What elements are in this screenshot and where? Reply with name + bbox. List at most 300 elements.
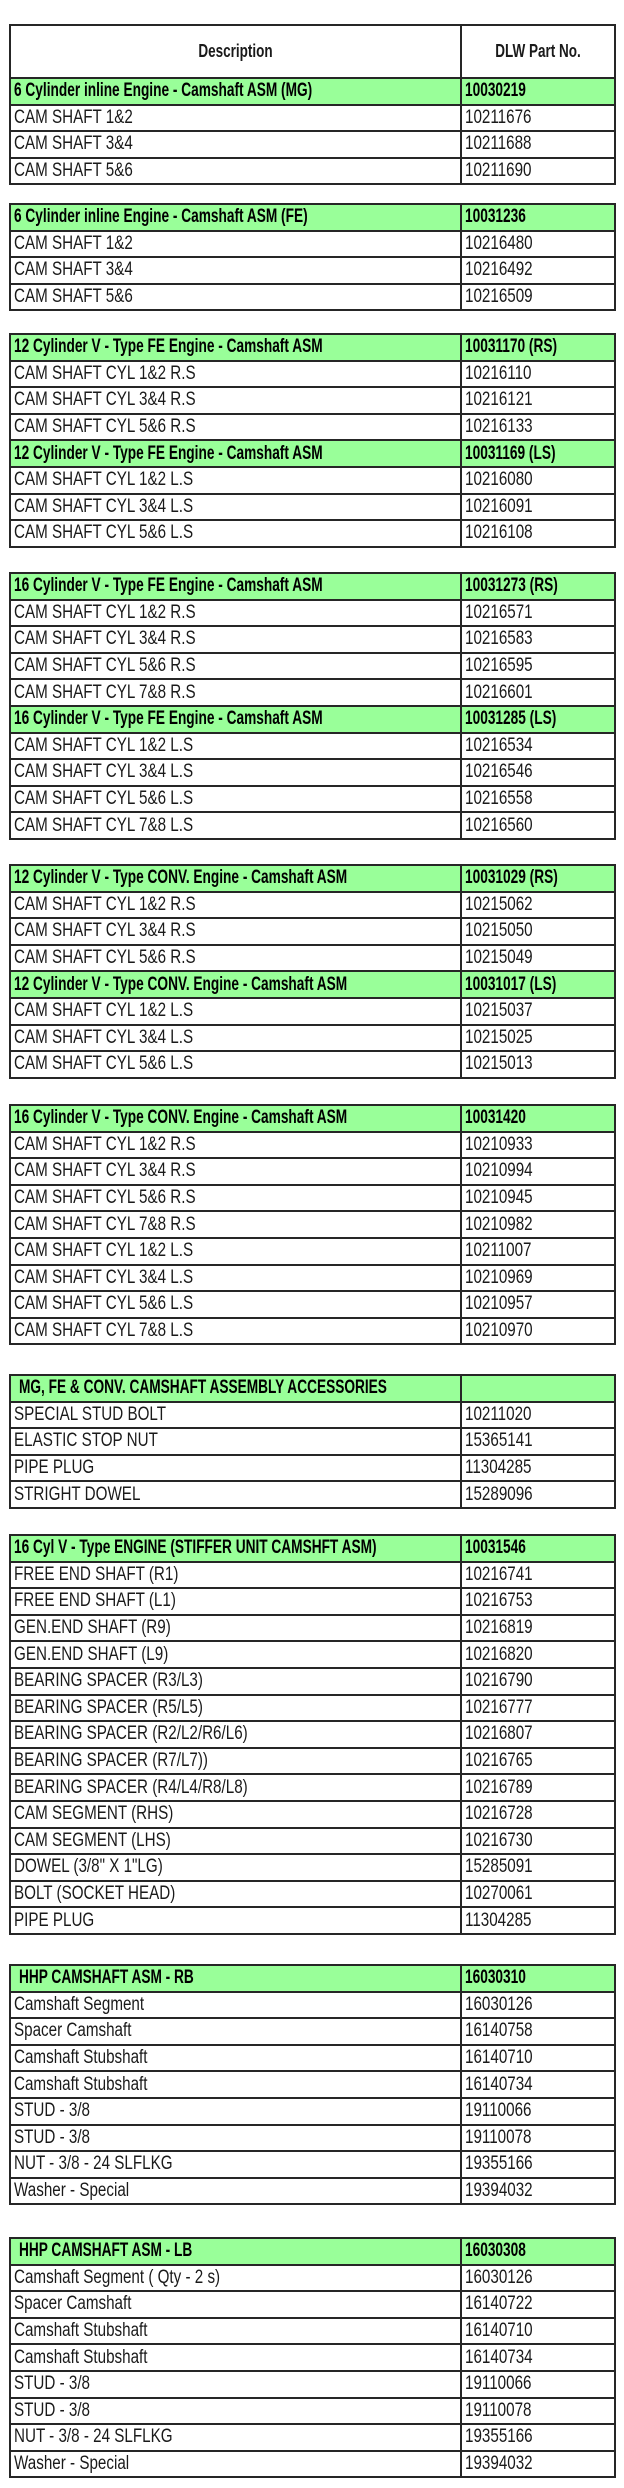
table-row <box>10 361 615 388</box>
table-row <box>10 1774 615 1801</box>
description-text: GEN.END SHAFT (R9) <box>14 1617 171 1639</box>
description-text: PIPE PLUG <box>14 1457 95 1479</box>
description-cell <box>10 1774 461 1801</box>
description-text: STUD - 3/8 <box>14 2373 91 2395</box>
part-number-cell <box>461 971 615 998</box>
part-number-cell <box>461 131 615 158</box>
description-cell <box>10 334 461 361</box>
description-text: 12 Cylinder V - Type FE Engine - Camshaft ASM <box>14 336 323 358</box>
description-cell <box>10 158 461 185</box>
table-row <box>10 2371 615 2398</box>
table-row <box>10 2424 615 2451</box>
description-cell <box>10 2238 461 2265</box>
table-row <box>10 1185 615 1212</box>
part-number-cell <box>461 1641 615 1668</box>
description-cell <box>10 414 461 441</box>
part-number-text: 10215013 <box>465 1053 533 1075</box>
part-number-cell <box>461 105 615 132</box>
description-text: CAM SHAFT CYL 3&4 L.S <box>14 495 194 517</box>
description-cell <box>10 1881 461 1908</box>
parts-table <box>9 203 616 311</box>
table-row <box>10 2451 615 2478</box>
description-cell <box>10 2398 461 2425</box>
part-number-cell <box>461 361 615 388</box>
description-text: Camshaft Stubshaft <box>14 2073 148 2095</box>
description-cell <box>10 2125 461 2152</box>
description-cell <box>10 231 461 258</box>
table-row <box>10 1051 615 1078</box>
part-number-text: 10216534 <box>465 734 533 756</box>
table-row <box>10 520 615 547</box>
part-number-text: 10216765 <box>465 1750 533 1772</box>
parts-table <box>9 864 616 1079</box>
description-cell <box>10 812 461 839</box>
description-text: HHP CAMSHAFT ASM - LB <box>19 2240 193 2262</box>
part-number-text: 10215037 <box>465 1000 533 1022</box>
part-number-text: 19110078 <box>465 2399 532 2421</box>
description-text: STUD - 3/8 <box>14 2100 91 2122</box>
part-number-cell <box>461 1907 615 1934</box>
part-number-cell <box>461 2018 615 2045</box>
table-row <box>10 2045 615 2072</box>
part-number-cell <box>461 1881 615 1908</box>
table-row <box>10 2018 615 2045</box>
assembly-header-row <box>10 865 615 892</box>
description-cell <box>10 1854 461 1881</box>
description-cell <box>10 626 461 653</box>
part-number-cell <box>461 1668 615 1695</box>
part-number-text: 19110078 <box>465 2126 532 2148</box>
description-text: CAM SHAFT 5&6 <box>14 160 133 182</box>
description-text: FREE END SHAFT (L1) <box>14 1590 176 1612</box>
part-number-cell <box>461 2344 615 2371</box>
part-number-cell <box>461 520 615 547</box>
table-row <box>10 1668 615 1695</box>
description-text: BEARING SPACER (R5/L5) <box>14 1696 203 1718</box>
description-text: CAM SHAFT 1&2 <box>14 106 133 128</box>
description-text: CAM SHAFT CYL 1&2 L.S <box>14 734 194 756</box>
description-text: CAM SHAFT CYL 3&4 R.S <box>14 1160 196 1182</box>
part-number-cell <box>461 414 615 441</box>
part-number-cell <box>461 1828 615 1855</box>
description-text: 16 Cyl V - Type ENGINE (STIFFER UNIT CAMSHFT ASM) <box>14 1537 377 1559</box>
description-text: CAM SHAFT CYL 1&2 R.S <box>14 1133 196 1155</box>
part-number-text: 10210994 <box>465 1160 533 1182</box>
description-text: CAM SHAFT CYL 1&2 R.S <box>14 601 196 623</box>
description-cell <box>10 1402 461 1429</box>
description-text: SPECIAL STUD BOLT <box>14 1403 167 1425</box>
part-number-cell <box>461 231 615 258</box>
part-number-text: 10216583 <box>465 628 533 650</box>
part-number-cell <box>461 2398 615 2425</box>
description-cell <box>10 2098 461 2125</box>
description-cell <box>10 998 461 1025</box>
description-text: STUD - 3/8 <box>14 2399 91 2421</box>
part-number-text: 10216091 <box>465 495 533 517</box>
assembly-header-row <box>10 440 615 467</box>
part-number-cell <box>461 786 615 813</box>
part-number-text: 19394032 <box>465 2180 533 2202</box>
table-row <box>10 759 615 786</box>
description-cell <box>10 2318 461 2345</box>
part-number-text: 10216571 <box>465 601 533 623</box>
description-text: DOWEL (3/8" X 1"LG) <box>14 1856 163 1878</box>
description-text: NUT - 3/8 - 24 SLFLKG <box>14 2426 173 2448</box>
part-number-text: 16030126 <box>465 1993 533 2015</box>
table-row <box>10 1211 615 1238</box>
description-text: CAM SHAFT CYL 3&4 L.S <box>14 761 194 783</box>
description-cell <box>10 467 461 494</box>
description-text: CAM SHAFT CYL 5&6 R.S <box>14 655 196 677</box>
description-text: MG, FE & CONV. CAMSHAFT ASSEMBLY ACCESSORIES <box>19 1377 387 1399</box>
part-number-cell <box>461 334 615 361</box>
description-cell <box>10 1025 461 1052</box>
description-cell <box>10 105 461 132</box>
description-cell <box>10 131 461 158</box>
assembly-header-row <box>10 1375 615 1402</box>
column-header-description <box>10 25 461 78</box>
table-row <box>10 2344 615 2371</box>
part-number-text: 16030310 <box>465 1967 526 1989</box>
description-text: 6 Cylinder inline Engine - Camshaft ASM (FE) <box>14 206 308 228</box>
assembly-header-row <box>10 573 615 600</box>
description-cell <box>10 1615 461 1642</box>
column-header-label: Description <box>198 41 273 61</box>
description-cell <box>10 257 461 284</box>
table-row <box>10 679 615 706</box>
description-text: ELASTIC STOP NUT <box>14 1430 158 1452</box>
description-cell <box>10 1992 461 2019</box>
description-text: CAM SHAFT CYL 5&6 L.S <box>14 1293 194 1315</box>
description-text: Camshaft Stubshaft <box>14 2346 148 2368</box>
column-header-label: DLW Part No. <box>495 41 581 61</box>
table-row <box>10 257 615 284</box>
table-row <box>10 2318 615 2345</box>
description-text: Washer - Special <box>14 2453 130 2475</box>
description-cell <box>10 2344 461 2371</box>
description-cell <box>10 78 461 105</box>
parts-table <box>9 1534 616 1935</box>
part-number-cell <box>461 1774 615 1801</box>
part-number-text: 15289096 <box>465 1483 533 1505</box>
parts-table <box>9 24 616 185</box>
table-row <box>10 387 615 414</box>
description-text: Spacer Camshaft <box>14 2293 132 2315</box>
part-number-text: 10210957 <box>465 1293 533 1315</box>
description-cell <box>10 706 461 733</box>
table-row <box>10 414 615 441</box>
description-cell <box>10 1211 461 1238</box>
part-number-cell <box>461 1721 615 1748</box>
description-text: BEARING SPACER (R7/L7)) <box>14 1750 208 1772</box>
part-number-cell <box>461 2238 615 2265</box>
part-number-cell <box>461 2451 615 2478</box>
part-number-text: 10216753 <box>465 1590 533 1612</box>
description-cell <box>10 2178 461 2205</box>
description-cell <box>10 971 461 998</box>
part-number-text: 10031236 <box>465 206 526 228</box>
description-cell <box>10 945 461 972</box>
description-text: CAM SHAFT CYL 7&8 R.S <box>14 681 196 703</box>
parts-table <box>9 572 616 840</box>
part-number-text: 10031029 (RS) <box>465 867 558 889</box>
description-text: CAM SHAFT CYL 1&2 R.S <box>14 893 196 915</box>
description-text: PIPE PLUG <box>14 1909 95 1931</box>
description-cell <box>10 1562 461 1589</box>
part-number-text: 10210969 <box>465 1266 533 1288</box>
description-text: FREE END SHAFT (R1) <box>14 1563 179 1585</box>
description-cell <box>10 520 461 547</box>
assembly-header-row <box>10 78 615 105</box>
description-cell <box>10 865 461 892</box>
part-number-cell <box>461 945 615 972</box>
table-row <box>10 1025 615 1052</box>
description-cell <box>10 653 461 680</box>
part-number-text: 10211676 <box>465 106 532 128</box>
description-text: CAM SHAFT CYL 5&6 L.S <box>14 788 194 810</box>
part-number-cell <box>461 733 615 760</box>
table-row <box>10 1695 615 1722</box>
part-number-cell <box>461 1051 615 1078</box>
table-row <box>10 1455 615 1482</box>
part-number-text: 19110066 <box>465 2100 532 2122</box>
table-row <box>10 2178 615 2205</box>
table-row <box>10 467 615 494</box>
description-text: 12 Cylinder V - Type CONV. Engine - Camshaft ASM <box>14 973 348 995</box>
part-number-text: 10216595 <box>465 655 533 677</box>
description-cell <box>10 679 461 706</box>
part-number-text: 19355166 <box>465 2153 533 2175</box>
part-number-cell <box>461 1748 615 1775</box>
part-number-cell <box>461 1375 615 1402</box>
part-number-cell <box>461 1025 615 1052</box>
description-text: NUT - 3/8 - 24 SLFLKG <box>14 2153 173 2175</box>
table-row <box>10 1562 615 1589</box>
part-number-cell <box>461 892 615 919</box>
part-number-text: 16140710 <box>465 2320 533 2342</box>
part-number-cell <box>461 812 615 839</box>
part-number-text: 10031273 (RS) <box>465 575 558 597</box>
part-number-cell <box>461 467 615 494</box>
part-number-text: 11304285 <box>465 1909 532 1931</box>
part-number-cell <box>461 759 615 786</box>
part-number-cell <box>461 2178 615 2205</box>
part-number-text: 15285091 <box>465 1856 533 1878</box>
part-number-text: 10216790 <box>465 1670 533 1692</box>
description-cell <box>10 2371 461 2398</box>
part-number-cell <box>461 1211 615 1238</box>
description-cell <box>10 1132 461 1159</box>
table-row <box>10 1291 615 1318</box>
part-number-text: 16140758 <box>465 2020 533 2042</box>
part-number-text: 16140734 <box>465 2346 533 2368</box>
part-number-text: 16140710 <box>465 2047 533 2069</box>
description-cell <box>10 1907 461 1934</box>
table-row <box>10 231 615 258</box>
part-number-text: 10216110 <box>465 362 532 384</box>
part-number-cell <box>461 1801 615 1828</box>
description-cell <box>10 1748 461 1775</box>
description-text: CAM SHAFT CYL 5&6 L.S <box>14 1053 194 1075</box>
description-cell <box>10 1535 461 1562</box>
part-number-text: 10031546 <box>465 1537 526 1559</box>
table-row <box>10 1402 615 1429</box>
table-row <box>10 626 615 653</box>
part-number-text: 10215062 <box>465 893 533 915</box>
part-number-text: 10031285 (LS) <box>465 708 557 730</box>
part-number-text: 19355166 <box>465 2426 533 2448</box>
parts-table <box>9 1964 616 2205</box>
assembly-header-row <box>10 1535 615 1562</box>
part-number-text: 19394032 <box>465 2453 533 2475</box>
part-number-text: 10216728 <box>465 1803 533 1825</box>
part-number-cell <box>461 2151 615 2178</box>
description-text: CAM SHAFT CYL 3&4 L.S <box>14 1266 194 1288</box>
description-text: CAM SHAFT CYL 3&4 L.S <box>14 1026 194 1048</box>
part-number-text: 10216480 <box>465 232 533 254</box>
description-text: CAM SHAFT CYL 7&8 L.S <box>14 814 194 836</box>
table-row <box>10 812 615 839</box>
description-text: 12 Cylinder V - Type CONV. Engine - Camshaft ASM <box>14 867 348 889</box>
description-cell <box>10 1428 461 1455</box>
part-number-cell <box>461 2318 615 2345</box>
description-text: CAM SHAFT CYL 1&2 L.S <box>14 1240 194 1262</box>
description-text: CAM SEGMENT (RHS) <box>14 1803 174 1825</box>
part-number-text: 10270061 <box>465 1883 533 1905</box>
part-number-cell <box>461 653 615 680</box>
assembly-header-row <box>10 1105 615 1132</box>
part-number-text: 10216121 <box>465 389 533 411</box>
part-number-text: 10211688 <box>465 133 532 155</box>
description-cell <box>10 2451 461 2478</box>
description-cell <box>10 387 461 414</box>
description-cell <box>10 1158 461 1185</box>
part-number-text: 10216546 <box>465 761 533 783</box>
description-cell <box>10 2071 461 2098</box>
table-row <box>10 1428 615 1455</box>
table-row <box>10 733 615 760</box>
part-number-cell <box>461 78 615 105</box>
table-row <box>10 1265 615 1292</box>
description-text: Camshaft Stubshaft <box>14 2047 148 2069</box>
part-number-cell <box>461 626 615 653</box>
description-text: Spacer Camshaft <box>14 2020 132 2042</box>
table-row <box>10 2098 615 2125</box>
description-cell <box>10 600 461 627</box>
description-text: BEARING SPACER (R2/L2/R6/L6) <box>14 1723 248 1745</box>
description-text: CAM SHAFT CYL 3&4 R.S <box>14 920 196 942</box>
part-number-text: 16140734 <box>465 2073 533 2095</box>
description-text: CAM SHAFT CYL 5&6 L.S <box>14 522 194 544</box>
description-cell <box>10 786 461 813</box>
part-number-text: 10216133 <box>465 416 533 438</box>
description-text: CAM SHAFT CYL 5&6 R.S <box>14 416 196 438</box>
part-number-text: 10216509 <box>465 286 533 308</box>
description-text: Washer - Special <box>14 2180 130 2202</box>
part-number-text: 10216601 <box>465 681 533 703</box>
description-text: CAM SHAFT 1&2 <box>14 232 133 254</box>
part-number-cell <box>461 1132 615 1159</box>
part-number-text: 10216492 <box>465 259 533 281</box>
part-number-cell <box>461 1695 615 1722</box>
part-number-cell <box>461 1992 615 2019</box>
description-cell <box>10 759 461 786</box>
part-number-cell <box>461 284 615 311</box>
part-number-text: 16030308 <box>465 2240 526 2262</box>
table-row <box>10 1615 615 1642</box>
description-text: GEN.END SHAFT (L9) <box>14 1643 169 1665</box>
part-number-text: 10211690 <box>465 160 532 182</box>
part-number-text: 15365141 <box>465 1430 533 1452</box>
description-text: CAM SHAFT CYL 5&6 R.S <box>14 947 196 969</box>
part-number-cell <box>461 1428 615 1455</box>
table-row <box>10 918 615 945</box>
table-row <box>10 131 615 158</box>
description-text: BEARING SPACER (R4/L4/R8/L8) <box>14 1776 248 1798</box>
table-row <box>10 1132 615 1159</box>
description-cell <box>10 2018 461 2045</box>
table-row <box>10 1641 615 1668</box>
part-number-cell <box>461 1265 615 1292</box>
part-number-text: 10031169 (LS) <box>465 442 556 464</box>
description-cell <box>10 733 461 760</box>
description-text: Camshaft Stubshaft <box>14 2320 148 2342</box>
assembly-header-row <box>10 1965 615 1992</box>
table-row <box>10 998 615 1025</box>
table-row <box>10 1748 615 1775</box>
table-row <box>10 1828 615 1855</box>
part-number-text: 10210970 <box>465 1320 533 1342</box>
table-row <box>10 1238 615 1265</box>
part-number-text: 10216807 <box>465 1723 533 1745</box>
part-number-text: 10210982 <box>465 1213 533 1235</box>
table-row <box>10 284 615 311</box>
part-number-cell <box>461 2265 615 2292</box>
description-cell <box>10 1375 461 1402</box>
assembly-header-row <box>10 706 615 733</box>
table-row <box>10 1721 615 1748</box>
part-number-cell <box>461 1562 615 1589</box>
assembly-header-row <box>10 2238 615 2265</box>
description-cell <box>10 2265 461 2292</box>
table-row <box>10 2071 615 2098</box>
description-text: BOLT (SOCKET HEAD) <box>14 1883 176 1905</box>
description-text: CAM SHAFT CYL 7&8 R.S <box>14 1213 196 1235</box>
part-number-text: 10215049 <box>465 947 533 969</box>
part-number-cell <box>461 1481 615 1508</box>
part-number-cell <box>461 387 615 414</box>
part-number-cell <box>461 2071 615 2098</box>
part-number-text: 10030219 <box>465 80 526 102</box>
part-number-cell <box>461 600 615 627</box>
part-number-cell <box>461 1615 615 1642</box>
table-row <box>10 105 615 132</box>
description-cell <box>10 573 461 600</box>
description-cell <box>10 1668 461 1695</box>
part-number-text: 10031420 <box>465 1107 526 1129</box>
description-cell <box>10 1051 461 1078</box>
assembly-header-row <box>10 971 615 998</box>
part-number-text: 10210945 <box>465 1187 533 1209</box>
part-number-cell <box>461 1535 615 1562</box>
description-cell <box>10 1588 461 1615</box>
part-number-text: 10215050 <box>465 920 533 942</box>
description-text: CAM SHAFT 3&4 <box>14 259 133 281</box>
description-cell <box>10 1695 461 1722</box>
part-number-cell <box>461 1238 615 1265</box>
part-number-cell <box>461 1291 615 1318</box>
description-cell <box>10 2045 461 2072</box>
